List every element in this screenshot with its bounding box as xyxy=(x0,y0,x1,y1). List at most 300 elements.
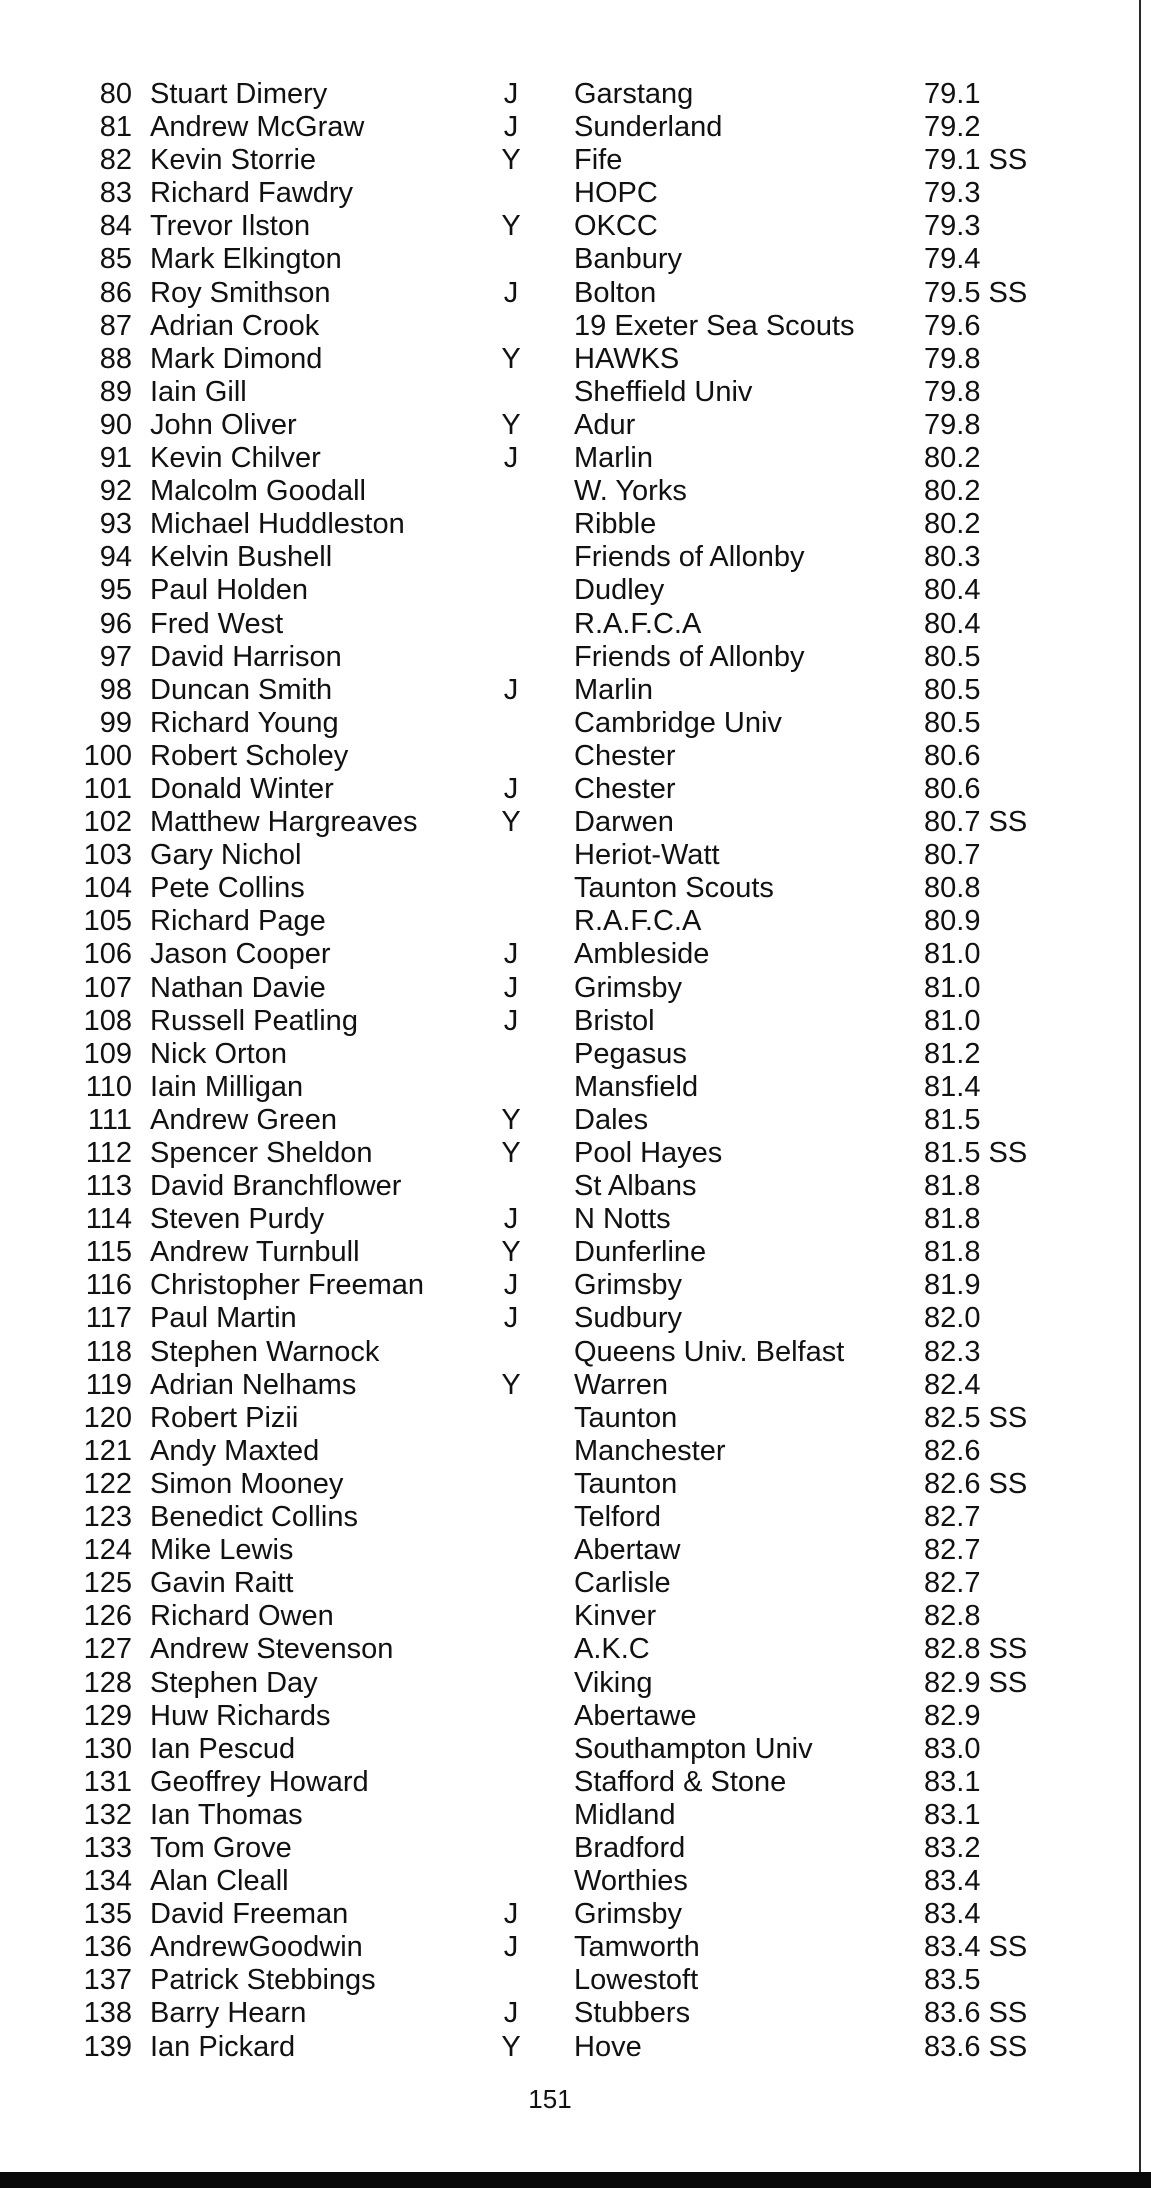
result-name: Jason Cooper xyxy=(150,938,331,971)
result-name: AndrewGoodwin xyxy=(150,1931,363,1964)
result-club: Grimsby xyxy=(574,1898,682,1931)
result-name: Andrew McGraw xyxy=(150,111,365,144)
result-time: 80.4 xyxy=(924,574,981,607)
result-time: 82.5 SS xyxy=(924,1401,1028,1434)
result-position: 86 xyxy=(99,276,132,309)
result-name: Spencer Sheldon xyxy=(150,1137,373,1169)
result-time: 83.1 xyxy=(924,1765,981,1798)
result-position: 113 xyxy=(85,1170,132,1203)
result-name: Patrick Stebbings xyxy=(150,1964,376,1997)
result-position: 114 xyxy=(85,1203,132,1236)
result-club: Dales xyxy=(574,1103,649,1136)
result-position: 119 xyxy=(85,1368,132,1401)
result-time: 79.8 xyxy=(924,342,981,375)
result-category: J xyxy=(503,111,519,144)
result-club: Dunferline xyxy=(574,1236,707,1269)
result-club: Tamworth xyxy=(574,1931,700,1964)
result-row xyxy=(0,1402,1140,1435)
result-name: Pete Collins xyxy=(150,872,305,905)
result-time: 80.5 xyxy=(924,673,981,706)
result-club: OKCC xyxy=(574,210,658,243)
result-position: 131 xyxy=(83,1765,132,1798)
result-name: Geoffrey Howard xyxy=(150,1765,369,1798)
result-row xyxy=(0,1104,1140,1137)
result-name: Matthew Hargreaves xyxy=(150,806,418,839)
result-club: Bolton xyxy=(574,276,657,309)
result-row xyxy=(0,442,1140,475)
result-time: 80.5 xyxy=(924,706,981,739)
result-category: J xyxy=(503,1004,519,1037)
result-position: 122 xyxy=(83,1467,132,1500)
result-time: 79.1 SS xyxy=(924,144,1028,177)
result-name: Stephen Warnock xyxy=(150,1335,380,1368)
result-name: Nathan Davie xyxy=(150,971,326,1004)
result-category: J xyxy=(503,772,519,805)
result-position: 98 xyxy=(99,673,132,706)
result-club: Hove xyxy=(574,2030,642,2063)
result-club: Ambleside xyxy=(574,938,710,971)
result-time: 80.2 xyxy=(924,442,981,475)
result-position: 123 xyxy=(83,1501,132,1534)
result-position: 80 xyxy=(99,78,132,110)
result-club: Taunton xyxy=(574,1467,678,1500)
result-row xyxy=(0,1137,1140,1170)
result-category: Y xyxy=(501,210,521,243)
result-name: Stephen Day xyxy=(150,1666,318,1699)
result-position: 91 xyxy=(99,442,132,475)
result-position: 135 xyxy=(83,1898,132,1931)
result-position: 127 xyxy=(83,1633,132,1666)
result-club: Chester xyxy=(574,739,676,772)
result-time: 82.4 xyxy=(924,1368,981,1401)
result-name: Benedict Collins xyxy=(150,1501,358,1534)
result-club: Ribble xyxy=(574,508,657,541)
result-club: W. Yorks xyxy=(574,475,687,508)
result-position: 101 xyxy=(83,772,132,805)
result-name: Richard Fawdry xyxy=(150,177,354,210)
result-time: 83.2 xyxy=(924,1831,981,1864)
result-category: J xyxy=(503,78,519,110)
result-row xyxy=(0,1600,1140,1633)
result-name: Andrew Turnbull xyxy=(150,1236,360,1269)
result-name: Donald Winter xyxy=(150,772,334,805)
result-time: 80.7 xyxy=(924,839,981,872)
result-club: Mansfield xyxy=(574,1070,699,1103)
result-position: 96 xyxy=(99,607,132,640)
result-time: 81.8 xyxy=(924,1203,981,1236)
result-name: Russell Peatling xyxy=(150,1004,358,1037)
result-row xyxy=(0,1667,1140,1700)
result-position: 84 xyxy=(99,210,132,243)
result-position: 109 xyxy=(83,1037,132,1070)
result-club: Worthies xyxy=(574,1865,688,1898)
result-club: Manchester xyxy=(574,1434,726,1467)
result-category: J xyxy=(503,1898,519,1931)
result-row xyxy=(0,1501,1140,1534)
result-position: 104 xyxy=(83,872,132,905)
result-name: Robert Pizii xyxy=(150,1401,299,1434)
result-name: Richard Young xyxy=(150,706,339,739)
result-position: 89 xyxy=(99,375,132,408)
result-position: 111 xyxy=(87,1103,132,1136)
result-name: Kelvin Bushell xyxy=(150,541,333,574)
result-position: 93 xyxy=(99,508,132,541)
result-name: Iain Gill xyxy=(150,375,247,408)
result-time: 82.7 xyxy=(924,1534,981,1567)
result-time: 82.0 xyxy=(924,1302,981,1335)
result-club: Bristol xyxy=(574,1004,655,1037)
result-row xyxy=(0,1997,1140,2030)
result-club: Cambridge Univ xyxy=(574,706,782,739)
result-time: 82.8 xyxy=(924,1600,981,1633)
result-position: 83 xyxy=(99,177,132,210)
result-row xyxy=(0,1203,1140,1236)
result-name: Richard Page xyxy=(150,905,326,938)
result-time: 81.8 xyxy=(924,1236,981,1269)
result-position: 139 xyxy=(83,2030,132,2063)
result-club: Dudley xyxy=(574,574,665,607)
result-time: 79.3 xyxy=(924,210,981,243)
result-row xyxy=(0,376,1140,409)
result-name: Ian Pickard xyxy=(150,2030,296,2063)
result-row xyxy=(0,1302,1140,1335)
result-time: 82.3 xyxy=(924,1335,981,1368)
result-position: 124 xyxy=(83,1534,132,1567)
result-position: 137 xyxy=(83,1964,132,1997)
result-club: Darwen xyxy=(574,806,674,839)
result-row xyxy=(0,806,1140,839)
result-time: 82.6 xyxy=(924,1434,981,1467)
result-time: 79.8 xyxy=(924,375,981,408)
result-time: 83.4 xyxy=(924,1898,981,1931)
result-time: 81.0 xyxy=(924,971,981,1004)
result-name: Simon Mooney xyxy=(150,1467,344,1500)
result-time: 80.6 xyxy=(924,772,981,805)
bottom-border xyxy=(0,2172,1151,2188)
result-row xyxy=(0,839,1140,872)
result-club: Pegasus xyxy=(574,1037,687,1070)
result-row xyxy=(0,972,1140,1005)
result-position: 130 xyxy=(83,1732,132,1765)
result-position: 82 xyxy=(99,144,132,177)
result-position: 110 xyxy=(85,1070,132,1103)
result-name: John Oliver xyxy=(150,408,297,441)
result-time: 79.8 xyxy=(924,408,981,441)
result-time: 81.5 xyxy=(924,1103,981,1136)
result-name: Alan Cleall xyxy=(150,1865,289,1898)
result-name: Ian Pescud xyxy=(150,1732,296,1765)
result-time: 82.8 SS xyxy=(924,1633,1028,1666)
result-row xyxy=(0,1567,1140,1600)
result-time: 80.2 xyxy=(924,508,981,541)
result-category: J xyxy=(503,971,519,1004)
result-name: Barry Hearn xyxy=(150,1997,307,2030)
result-position: 138 xyxy=(83,1997,132,2030)
result-category: Y xyxy=(501,408,521,441)
result-time: 82.7 xyxy=(924,1567,981,1600)
result-position: 94 xyxy=(99,541,132,574)
result-position: 97 xyxy=(99,640,132,673)
result-position: 116 xyxy=(85,1269,132,1302)
result-row xyxy=(0,2031,1140,2064)
result-club: Sheffield Univ xyxy=(574,375,753,408)
result-position: 117 xyxy=(85,1302,132,1335)
result-club: Adur xyxy=(574,408,636,441)
result-name: Nick Orton xyxy=(150,1037,287,1070)
result-row xyxy=(0,1005,1140,1038)
result-club: Kinver xyxy=(574,1600,657,1633)
result-row xyxy=(0,177,1140,210)
result-position: 132 xyxy=(83,1798,132,1831)
result-club: Bradford xyxy=(574,1831,686,1864)
result-row xyxy=(0,210,1140,243)
result-row xyxy=(0,1633,1140,1666)
result-club: Pool Hayes xyxy=(574,1137,723,1169)
result-club: Friends of Allonby xyxy=(574,640,805,673)
result-category: Y xyxy=(501,342,521,375)
result-time: 79.6 xyxy=(924,309,981,342)
result-row xyxy=(0,243,1140,276)
result-row xyxy=(0,1236,1140,1269)
result-category: Y xyxy=(501,806,521,839)
result-category: J xyxy=(503,1203,519,1236)
result-position: 126 xyxy=(83,1600,132,1633)
result-row xyxy=(0,1799,1140,1832)
result-row xyxy=(0,574,1140,607)
result-name: Mike Lewis xyxy=(150,1534,294,1567)
result-name: Adrian Nelhams xyxy=(150,1368,357,1401)
result-club: Banbury xyxy=(574,243,683,276)
result-category: J xyxy=(503,1931,519,1964)
result-position: 136 xyxy=(83,1931,132,1964)
result-row xyxy=(0,1468,1140,1501)
result-time: 79.1 xyxy=(924,78,981,110)
result-position: 115 xyxy=(85,1236,132,1269)
result-name: Andy Maxted xyxy=(150,1434,320,1467)
result-row xyxy=(0,475,1140,508)
result-row xyxy=(0,409,1140,442)
result-row xyxy=(0,674,1140,707)
result-time: 79.2 xyxy=(924,111,981,144)
result-name: David Harrison xyxy=(150,640,342,673)
result-name: Trevor Ilston xyxy=(150,210,311,243)
result-category: J xyxy=(503,938,519,971)
result-position: 128 xyxy=(83,1666,132,1699)
result-time: 83.0 xyxy=(924,1732,981,1765)
result-row xyxy=(0,1534,1140,1567)
result-time: 81.4 xyxy=(924,1070,981,1103)
result-row xyxy=(0,1865,1140,1898)
result-category: Y xyxy=(501,1236,521,1269)
result-row xyxy=(0,905,1140,938)
result-row xyxy=(0,1369,1140,1402)
result-club: Fife xyxy=(574,144,623,177)
result-name: Tom Grove xyxy=(150,1831,292,1864)
result-row xyxy=(0,1170,1140,1203)
result-club: Abertawe xyxy=(574,1699,697,1732)
result-row xyxy=(0,541,1140,574)
result-time: 83.4 xyxy=(924,1865,981,1898)
result-club: Grimsby xyxy=(574,1269,682,1302)
result-club: Southampton Univ xyxy=(574,1732,813,1765)
result-time: 80.6 xyxy=(924,739,981,772)
result-name: Mark Dimond xyxy=(150,342,323,375)
result-club: Viking xyxy=(574,1666,653,1699)
result-position: 92 xyxy=(99,475,132,508)
result-club: Midland xyxy=(574,1798,676,1831)
result-club: Carlisle xyxy=(574,1567,671,1600)
result-row xyxy=(0,111,1140,144)
result-position: 103 xyxy=(83,839,132,872)
result-name: Fred West xyxy=(150,607,284,640)
result-row xyxy=(0,1435,1140,1468)
result-club: Sudbury xyxy=(574,1302,683,1335)
result-position: 81 xyxy=(99,111,132,144)
result-position: 95 xyxy=(99,574,132,607)
result-position: 85 xyxy=(99,243,132,276)
result-name: Gary Nichol xyxy=(150,839,302,872)
result-row xyxy=(0,1964,1140,1997)
result-time: 81.5 SS xyxy=(924,1137,1028,1169)
result-club: R.A.F.C.A xyxy=(574,905,702,938)
result-row xyxy=(0,641,1140,674)
result-name: Steven Purdy xyxy=(150,1203,325,1236)
result-name: Kevin Storrie xyxy=(150,144,317,177)
result-category: Y xyxy=(501,2030,521,2063)
result-name: Duncan Smith xyxy=(150,673,333,706)
result-row xyxy=(0,773,1140,806)
result-name: Roy Smithson xyxy=(150,276,331,309)
result-row xyxy=(0,310,1140,343)
result-position: 112 xyxy=(85,1137,132,1169)
result-row xyxy=(0,872,1140,905)
result-name: Kevin Chilver xyxy=(150,442,321,475)
result-time: 82.9 xyxy=(924,1699,981,1732)
result-position: 133 xyxy=(83,1831,132,1864)
result-time: 80.2 xyxy=(924,475,981,508)
result-row xyxy=(0,1071,1140,1104)
result-row xyxy=(0,1269,1140,1302)
result-position: 134 xyxy=(83,1865,132,1898)
result-row xyxy=(0,1832,1140,1865)
result-club: Telford xyxy=(574,1501,662,1534)
result-club: Marlin xyxy=(574,673,653,706)
result-time: 83.6 SS xyxy=(924,1997,1028,2030)
result-time: 81.0 xyxy=(924,938,981,971)
result-row xyxy=(0,707,1140,740)
result-time: 80.4 xyxy=(924,607,981,640)
result-name: Mark Elkington xyxy=(150,243,342,276)
result-club: Taunton xyxy=(574,1401,678,1434)
result-category: Y xyxy=(501,1103,521,1136)
result-name: Michael Huddleston xyxy=(150,508,405,541)
result-time: 82.6 SS xyxy=(924,1467,1028,1500)
result-row xyxy=(0,1700,1140,1733)
result-row xyxy=(0,1733,1140,1766)
result-club: N Notts xyxy=(574,1203,671,1236)
result-name: Richard Owen xyxy=(150,1600,334,1633)
result-row xyxy=(0,1931,1140,1964)
result-club: Abertaw xyxy=(574,1534,681,1567)
result-time: 79.3 xyxy=(924,177,981,210)
result-time: 81.2 xyxy=(924,1037,981,1070)
result-category: J xyxy=(503,1302,519,1335)
result-club: Taunton Scouts xyxy=(574,872,774,905)
result-category: J xyxy=(503,276,519,309)
result-category: Y xyxy=(501,144,521,177)
result-club: R.A.F.C.A xyxy=(574,607,702,640)
result-position: 107 xyxy=(83,971,132,1004)
result-club: Lowestoft xyxy=(574,1964,699,1997)
result-name: Ian Thomas xyxy=(150,1798,303,1831)
result-club: St Albans xyxy=(574,1170,697,1203)
result-position: 129 xyxy=(83,1699,132,1732)
result-club: Warren xyxy=(574,1368,668,1401)
result-row xyxy=(0,508,1140,541)
result-position: 105 xyxy=(83,905,132,938)
result-row xyxy=(0,608,1140,641)
result-category: Y xyxy=(501,1137,521,1169)
page-number: 151 xyxy=(528,2084,572,2114)
result-club: A.K.C xyxy=(574,1633,650,1666)
result-row xyxy=(0,1766,1140,1799)
result-name: David Freeman xyxy=(150,1898,349,1931)
result-time: 81.9 xyxy=(924,1269,981,1302)
result-row xyxy=(0,144,1140,177)
result-row xyxy=(0,78,1140,111)
result-name: Andrew Stevenson xyxy=(150,1633,394,1666)
result-time: 83.6 SS xyxy=(924,2030,1028,2063)
result-position: 120 xyxy=(83,1401,132,1434)
results-list xyxy=(0,78,1140,2064)
result-name: Stuart Dimery xyxy=(150,78,328,110)
result-row xyxy=(0,1038,1140,1071)
result-time: 80.3 xyxy=(924,541,981,574)
result-name: Paul Holden xyxy=(150,574,308,607)
result-time: 80.9 xyxy=(924,905,981,938)
result-category: Y xyxy=(501,1368,521,1401)
result-time: 79.5 SS xyxy=(924,276,1028,309)
result-category: J xyxy=(503,442,519,475)
result-time: 81.0 xyxy=(924,1004,981,1037)
result-time: 80.8 xyxy=(924,872,981,905)
result-time: 80.5 xyxy=(924,640,981,673)
result-time: 83.4 SS xyxy=(924,1931,1028,1964)
result-club: Friends of Allonby xyxy=(574,541,805,574)
result-time: 82.9 SS xyxy=(924,1666,1028,1699)
result-position: 88 xyxy=(99,342,132,375)
result-row xyxy=(0,740,1140,773)
result-name: Andrew Green xyxy=(150,1103,337,1136)
result-club: Grimsby xyxy=(574,971,682,1004)
result-position: 108 xyxy=(83,1004,132,1037)
result-position: 125 xyxy=(83,1567,132,1600)
result-club: 19 Exeter Sea Scouts xyxy=(574,309,855,342)
result-time: 80.7 SS xyxy=(924,806,1028,839)
result-club: Heriot-Watt xyxy=(574,839,720,872)
result-time: 79.4 xyxy=(924,243,981,276)
result-time: 81.8 xyxy=(924,1170,981,1203)
result-position: 106 xyxy=(83,938,132,971)
result-row xyxy=(0,1336,1140,1369)
result-name: Robert Scholey xyxy=(150,739,349,772)
result-club: HOPC xyxy=(574,177,658,210)
result-position: 100 xyxy=(83,739,132,772)
result-club: Sunderland xyxy=(574,111,723,144)
result-time: 83.5 xyxy=(924,1964,981,1997)
result-name: Iain Milligan xyxy=(150,1070,304,1103)
result-club: Garstang xyxy=(574,78,694,110)
